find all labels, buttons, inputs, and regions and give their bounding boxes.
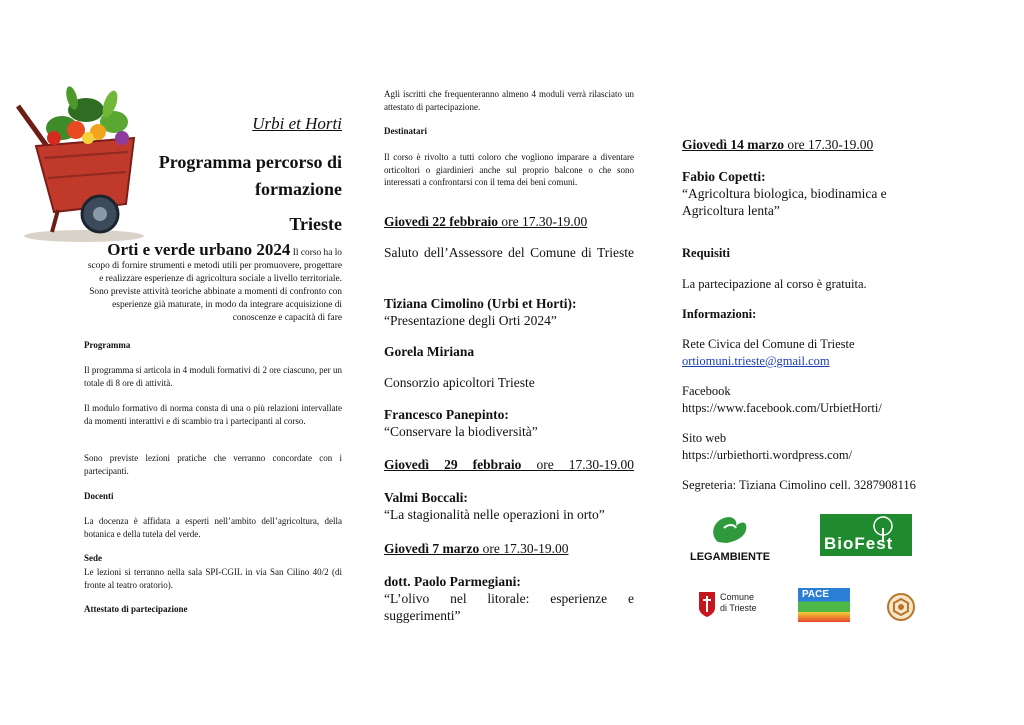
requisiti-heading: Requisiti xyxy=(682,246,730,260)
facebook-label: Facebook xyxy=(682,384,731,398)
trieste-shield-icon xyxy=(698,588,716,618)
speaker-3: Francesco Panepinto: xyxy=(384,407,509,422)
greeting-text: Saluto dell’Assessore del Comune di Trieste xyxy=(384,245,634,260)
docenti-heading: Docenti xyxy=(84,491,114,501)
talk-4: “La stagionalità nelle operazioni in orto” xyxy=(384,507,605,522)
talk-6: “Agricoltura biologica, biodinamica e Agricoltura lenta” xyxy=(682,186,887,218)
segreteria-text: Segreteria: Tiziana Cimolino cell. 3287908116 xyxy=(682,478,916,492)
programma-heading: Programma xyxy=(84,340,131,350)
talk-1: “Presentazione degli Orti 2024” xyxy=(384,313,557,328)
session-date-4: Giovedì 14 marzo ore 17.30-19.00 xyxy=(682,137,874,152)
comune-trieste-logo: Comune di Trieste xyxy=(698,588,764,622)
pace-logo: PACE xyxy=(798,588,850,622)
programma-paragraph-3: Sono previste lezioni pratiche che verranno concordate con i partecipanti. xyxy=(84,453,342,476)
rete-civica-text: Rete Civica del Comune di Trieste xyxy=(682,337,855,351)
brand-title: Urbi et Horti xyxy=(252,114,342,133)
attestato-heading: Attestato di partecipazione xyxy=(84,604,188,614)
speaker-6: Fabio Copetti: xyxy=(682,169,766,184)
course-intro xyxy=(84,241,342,325)
destinatari-heading: Destinatari xyxy=(384,126,427,136)
site-label: Sito web xyxy=(682,431,727,445)
program-title: Programma percorso di formazione xyxy=(158,152,342,199)
intro-text: Il corso ha lo scopo di fornire strumenti e metodi utili per promuovere, progettare e realizzare esperienze di agricoltura sociale a livello territoriale. Sono previste attività teoriche abbinate a momenti di confronto con esperienze già maturate, in modo da integrare acquisizione di conoscenze e capacità di fare xyxy=(87,248,342,323)
speaker-2: Gorela Miriana xyxy=(384,344,475,359)
speaker-5: dott. Paolo Parmegiani: xyxy=(384,574,521,589)
informazioni-heading: Informazioni: xyxy=(682,307,757,321)
session-date-1: Giovedì 22 febbraio ore 17.30-19.00 xyxy=(384,214,588,229)
session-date-2: Giovedì 29 febbraio ore 17.30-19.00 xyxy=(384,457,635,472)
sede-heading: Sede xyxy=(84,553,102,563)
speaker-4: Valmi Boccali: xyxy=(384,490,468,505)
email-link[interactable]: ortiomuni.trieste@gmail.com xyxy=(682,354,830,368)
facebook-url: https://www.facebook.com/UrbietHorti/ xyxy=(682,401,882,415)
sede-text: Le lezioni si terranno nella sala SPI-CGIL in via San Cilino 40/2 (di fronte al teatro oratorio). xyxy=(84,567,342,590)
session-date-3: Giovedì 7 marzo ore 17.30-19.00 xyxy=(384,541,569,556)
site-url: https://urbiethorti.wordpress.com/ xyxy=(682,448,853,462)
talk-3: “Conservare la biodiversità” xyxy=(384,424,538,439)
course-title: Orti e verde urbano 2024 xyxy=(107,240,291,259)
talk-5-line-1: “L’olivo nel litorale: esperienze e xyxy=(384,591,634,606)
destinatari-text: Il corso è rivolto a tutti coloro che vogliono imparare a diventare orticoltori o giardinieri anche sul proprio balcone o che sono interessati a confrontarsi con il tema dei beni comuni. xyxy=(384,152,634,187)
docenti-text: La docenza è affidata a esperti nell’ambito dell’agricoltura, della botanica e della tutela del verde. xyxy=(84,516,342,539)
programma-paragraph-1: Il programma si articola in 4 moduli formativi di 2 ore ciascuno, per un totale di 8 ore di attività. xyxy=(84,365,342,388)
talk-5-line-2: suggerimenti” xyxy=(384,608,461,623)
legambiente-logo: LEGAMBIENTE xyxy=(686,510,774,560)
attestato-text: Agli iscritti che frequenteranno almeno 4 moduli verrà rilasciato un attestato di partecipazione. xyxy=(384,89,634,112)
organization-2: Consorzio apicoltori Trieste xyxy=(384,375,535,390)
speaker-1: Tiziana Cimolino (Urbi et Horti): xyxy=(384,296,577,311)
beekeepers-hexagon-icon xyxy=(886,592,916,622)
programma-paragraph-2: Il modulo formativo di norma consta di una o più relazioni intervallate da momenti interattivi e di scambio tra i partecipanti al corso. xyxy=(84,403,342,426)
biofest-logo: BioFest xyxy=(820,514,912,556)
requisiti-text: La partecipazione al corso è gratuita. xyxy=(682,277,867,291)
city-title: Trieste xyxy=(289,214,342,234)
legambiente-swan-icon xyxy=(686,510,774,546)
